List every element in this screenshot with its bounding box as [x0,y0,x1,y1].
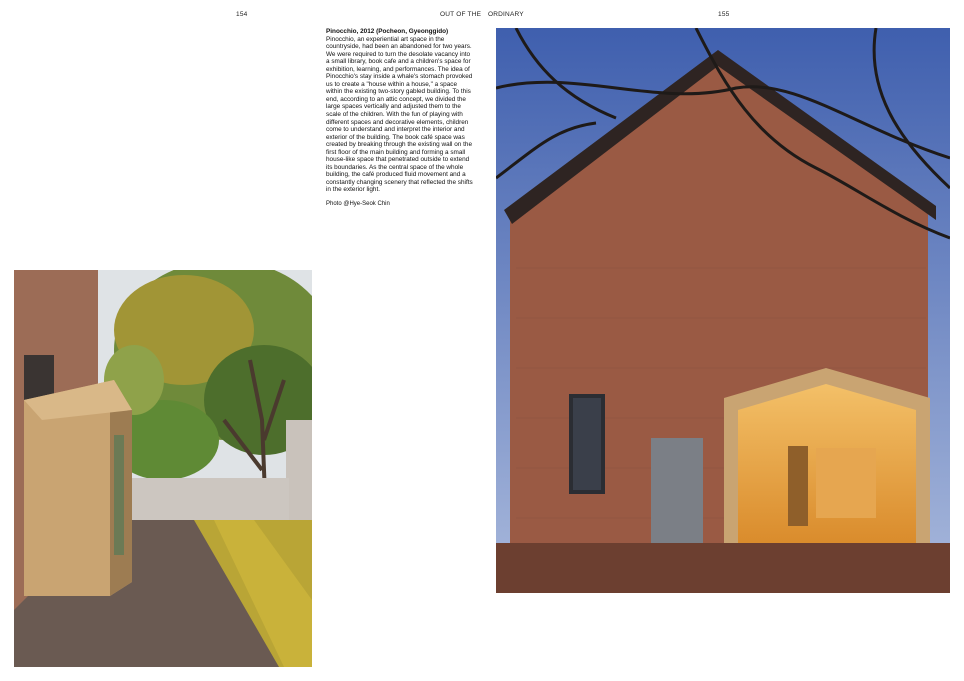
building-photo [496,28,950,593]
article-column [326,28,474,209]
photo-credit: Photo @Hye-Seok Chin [326,201,390,208]
article-body: Pinocchio, an experiential art space in the countryside, had been an abandoned for two years. We were required to turn the desolate vacancy into a small library, book cafe and a children's space for exhibition, learning, and performances. The idea of Pinocchio's stay inside a whale's stomach provoked us to create a "house within a house," a space within the existing two-story gabled building. To this end, according to an attic concept, we divided the large spaces vertically and adjusted them to the scale of the children. With the fun of playing with different spaces and decorative elements, children come to understand and interpret the interior and exterior of the building. The book café space was created by breaking through the existing wall on the first floor of the main building and forming a small house-like space that penetrated outside to extend its boundaries. As the central space of the whole building, the café produced fluid movement and a constantly changing scenery that reflected the shifts in the exterior light. [326,35,473,194]
right-page-number: 155 [718,11,730,18]
running-title-right: ORDINARY [488,11,524,18]
running-title-left: OUT OF THE [440,11,482,18]
courtyard-photo [14,270,312,667]
left-page-number: 154 [236,11,248,18]
article-title: Pinocchio, 2012 (Pocheon, Gyeonggido) [326,28,449,35]
